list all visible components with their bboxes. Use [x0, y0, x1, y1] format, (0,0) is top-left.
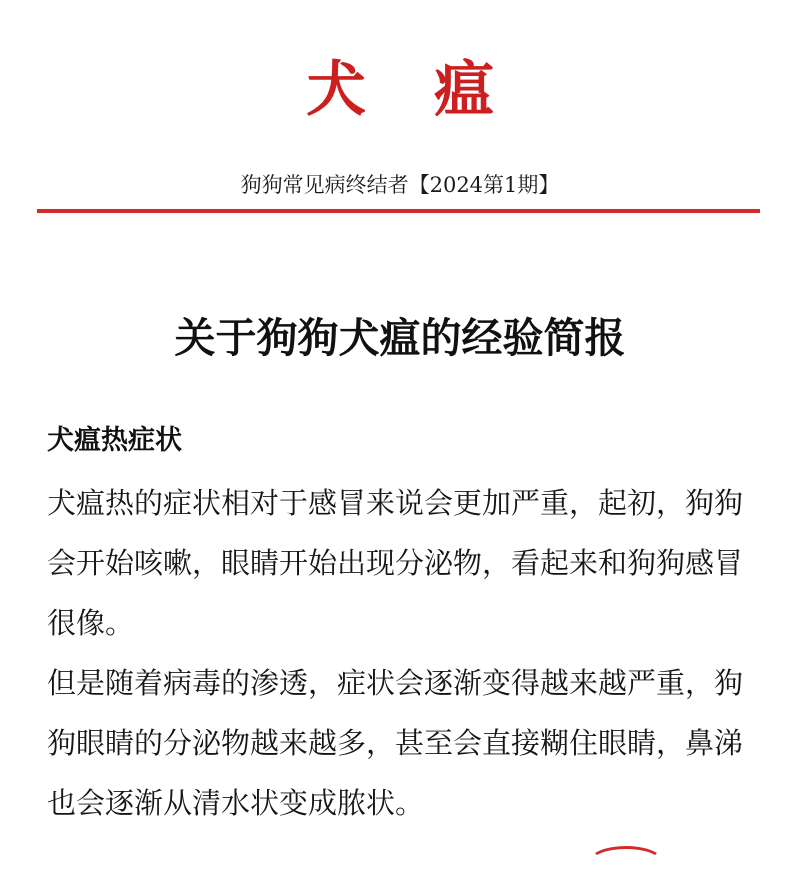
header-divider — [37, 209, 760, 213]
stamp-edge-decoration — [588, 846, 664, 879]
article-body — [47, 473, 747, 833]
section-heading: 犬瘟热症状 — [47, 425, 182, 456]
masthead-title-char-1: 犬 — [306, 55, 366, 125]
article-headline: 关于狗狗犬瘟的经验简报 — [174, 314, 626, 362]
masthead-title — [0, 52, 800, 128]
issue-line: 狗狗常见病终结者【2024第1期】 — [240, 173, 560, 197]
paragraph: 犬瘟热的症状相对于感冒来说会更加严重，起初，狗狗会开始咳嗽，眼睛开始出现分泌物，看起来和狗狗感冒很像。 — [47, 486, 744, 640]
masthead-title-char-2: 瘟 — [434, 55, 494, 125]
paragraph: 但是随着病毒的渗透，症状会逐渐变得越来越严重，狗狗眼睛的分泌物越来越多，甚至会直接糊住眼睛，鼻涕也会逐渐从清水状变成脓状。 — [47, 666, 744, 820]
